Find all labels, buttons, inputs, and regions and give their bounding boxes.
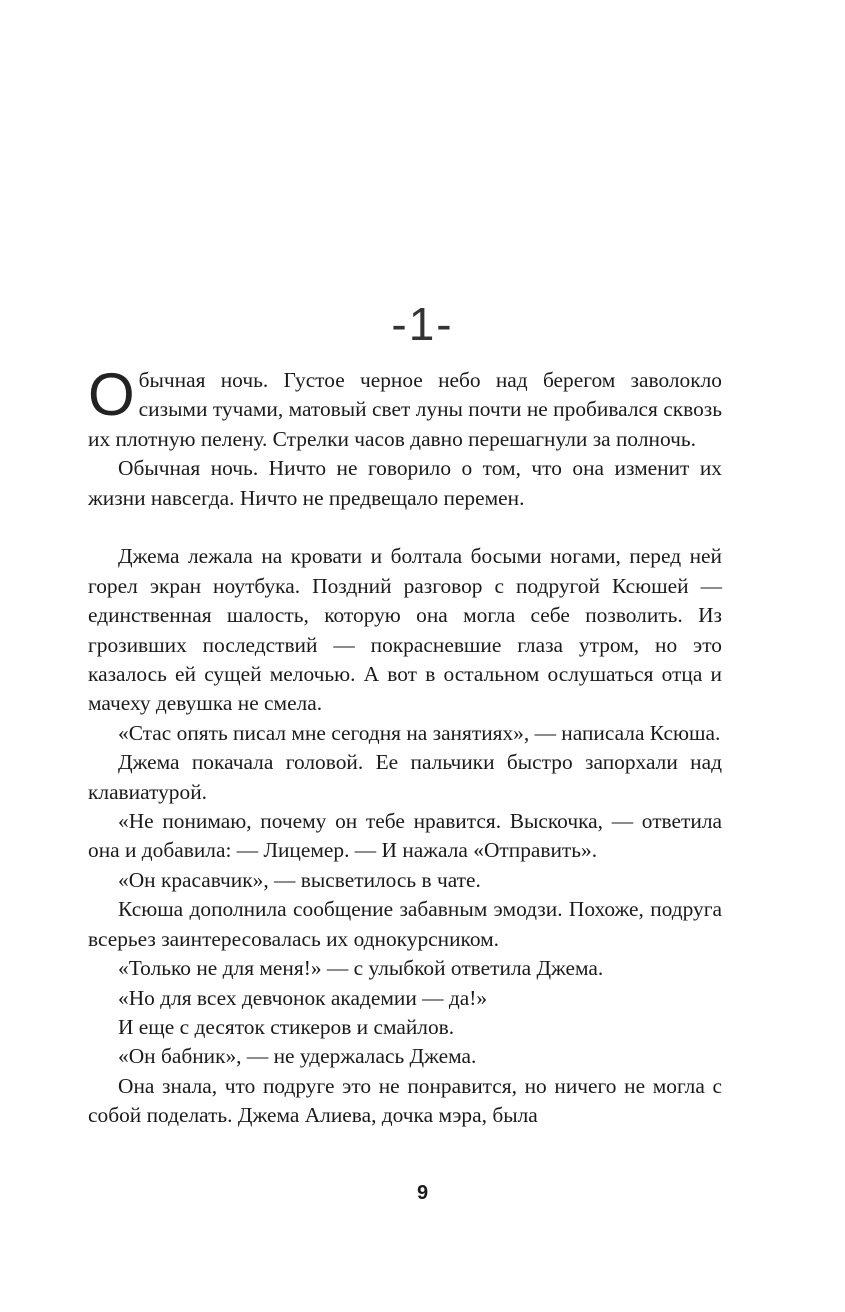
body-text — [88, 361, 722, 1131]
page-number: 9 — [416, 1182, 429, 1204]
chapter-title: -1- — [391, 298, 454, 350]
paragraph: Ксюша дополнила сообщение забавным эмодзи. Похоже, подруга всерьез заинтересовалась их однокурсником. — [88, 897, 722, 951]
paragraph: «Не понимаю, почему он тебе нравится. Выскочка, — ответила она и добавила: — Лицемер. — И нажала «Отправить». — [88, 809, 722, 863]
paragraph: «Только не для меня!» — с улыбкой ответила Джема. — [118, 956, 604, 981]
paragraph: «Он красавчик», — высветилось в чате. — [118, 867, 481, 892]
paragraph: Обычная ночь. Ничто не говорило о том, что она изменит их жизни навсегда. Ничто не предвещало перемен. — [88, 456, 722, 510]
paragraph-opening-text: бычная ночь. Густое черное небо над берегом заволокло сизыми тучами, матовый свет луны почти не пробивался сквозь их плотную пелену. Стрелки часов давно перешагнули за полночь. — [88, 368, 722, 451]
paragraph: И еще с десяток стикеров и смайлов. — [118, 1014, 455, 1039]
drop-cap: О — [88, 361, 135, 428]
paragraph: Джема лежала на кровати и болтала босыми ногами, перед ней горел экран ноутбука. Поздний разговор с подругой Ксюшей — единственная шалость, которую она могла себе позволить. Из грозивших последствий — покрасневшие глаза утром, но это казалось ей сущей мелочью. А вот в остальном ослушаться отца и мачеху девушка не смела. — [88, 544, 722, 716]
paragraph: «Стас опять писал мне сегодня на занятиях», — написала Ксюша. — [118, 720, 721, 745]
paragraph: Она знала, что подруге это не понравится, но ничего не могла с собой поделать. Джема Алиева, дочка мэра, была — [88, 1073, 722, 1128]
paragraph: «Он бабник», — не удержалась Джема. — [118, 1044, 477, 1069]
paragraph-opening — [88, 361, 722, 454]
paragraph: «Но для всех девчонок академии — да!» — [118, 985, 488, 1010]
paragraph: Джема покачала головой. Ее пальчики быстро запорхали над клавиатурой. — [88, 750, 722, 804]
